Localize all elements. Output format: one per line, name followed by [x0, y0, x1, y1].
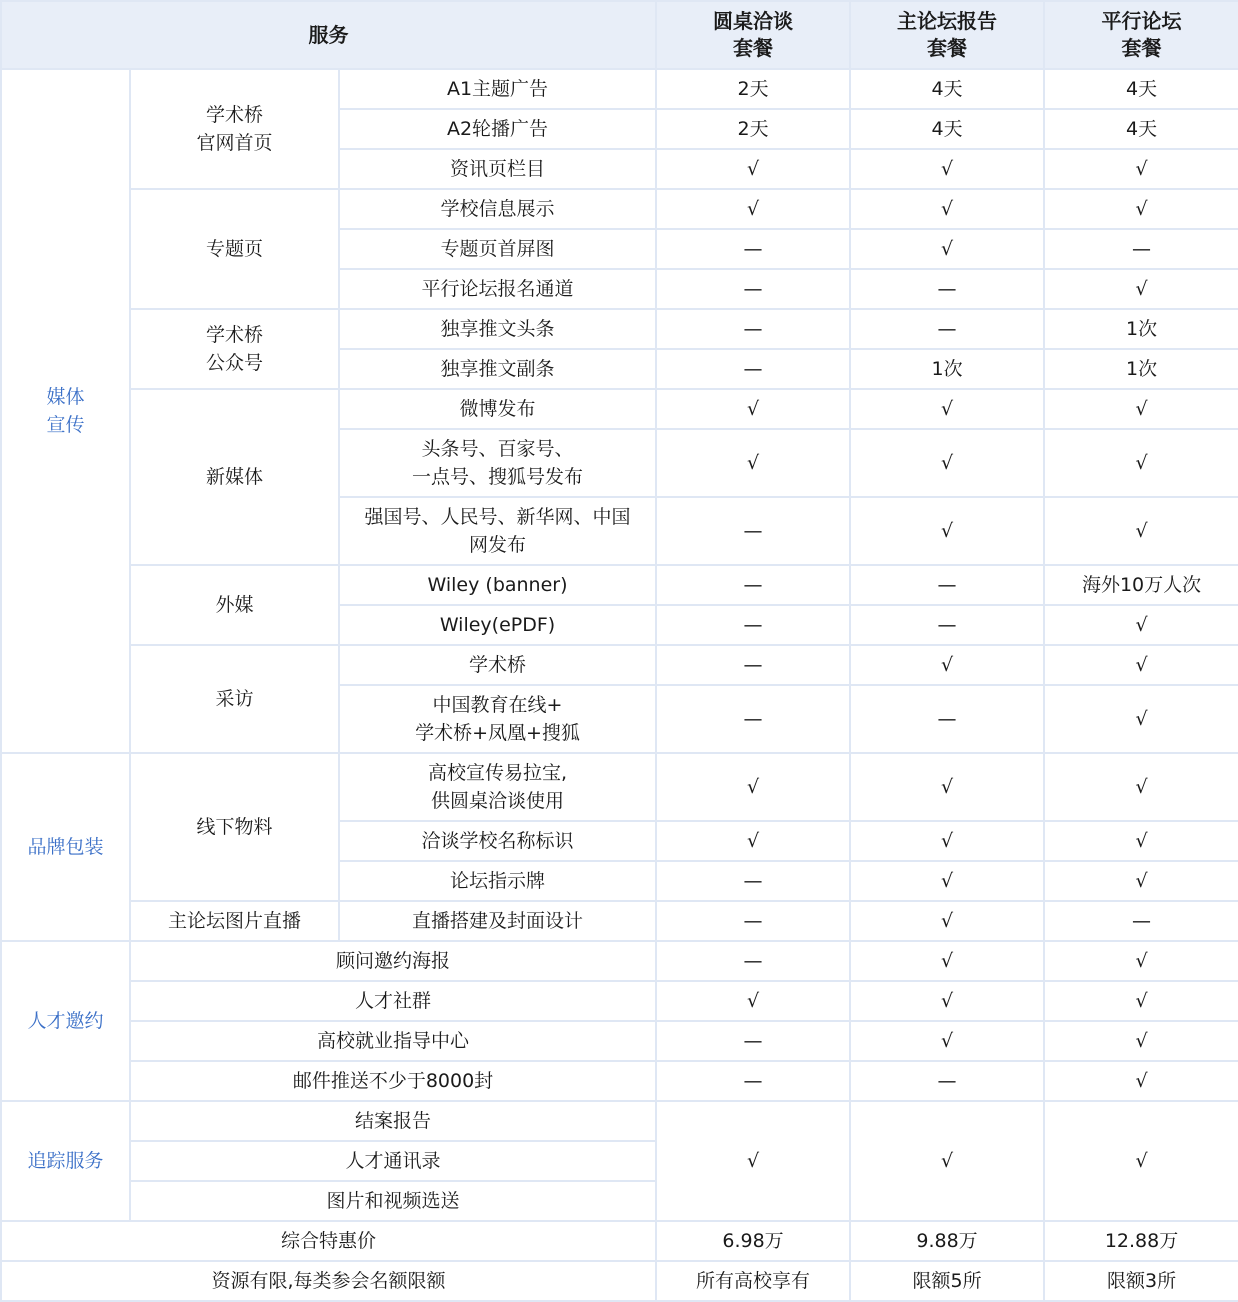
value-cell: √ — [1044, 497, 1238, 565]
group-homepage: 学术桥 官网首页 — [130, 69, 339, 189]
item-cell: 图片和视频选送 — [130, 1181, 656, 1221]
value-cell: — — [656, 349, 850, 389]
value-cell: √ — [850, 149, 1044, 189]
value-cell: — — [656, 1061, 850, 1101]
table-row — [1, 981, 1238, 1021]
header-service: 服务 — [1, 1, 656, 69]
table-row — [1, 389, 1238, 429]
value-cell: √ — [1044, 389, 1238, 429]
value-cell: 4天 — [850, 109, 1044, 149]
price-row — [1, 1221, 1238, 1261]
table-row — [1, 69, 1238, 109]
item-cell: 洽谈学校名称标识 — [339, 821, 656, 861]
table-row — [1, 901, 1238, 941]
value-cell: 1次 — [1044, 309, 1238, 349]
item-cell: Wiley (banner) — [339, 565, 656, 605]
item-cell: 平行论坛报名通道 — [339, 269, 656, 309]
item-cell: 独享推文副条 — [339, 349, 656, 389]
group-offline-materials: 线下物料 — [130, 753, 339, 901]
value-cell: √ — [1044, 605, 1238, 645]
value-cell: — — [656, 309, 850, 349]
value-cell: — — [656, 229, 850, 269]
item-cell: 人才社群 — [130, 981, 656, 1021]
group-new-media: 新媒体 — [130, 389, 339, 565]
item-cell: 专题页首屏图 — [339, 229, 656, 269]
value-cell: 2天 — [656, 69, 850, 109]
value-cell: √ — [1044, 685, 1238, 753]
value-cell: — — [850, 1061, 1044, 1101]
item-cell: 邮件推送不少于8000封 — [130, 1061, 656, 1101]
item-cell: 头条号、百家号、 一点号、搜狐号发布 — [339, 429, 656, 497]
item-cell: 微博发布 — [339, 389, 656, 429]
header-row — [1, 1, 1238, 69]
table-row — [1, 1101, 1238, 1141]
value-cell: √ — [656, 753, 850, 821]
item-cell: A1主题广告 — [339, 69, 656, 109]
item-cell: 资讯页栏目 — [339, 149, 656, 189]
value-cell: — — [656, 901, 850, 941]
item-cell: 强国号、人民号、新华网、中国 网发布 — [339, 497, 656, 565]
item-cell: A2轮播广告 — [339, 109, 656, 149]
value-cell: √ — [1044, 821, 1238, 861]
value-cell: 4天 — [1044, 69, 1238, 109]
value-cell: √ — [1044, 941, 1238, 981]
value-cell: √ — [656, 981, 850, 1021]
value-cell: — — [850, 269, 1044, 309]
table-row — [1, 753, 1238, 821]
quota-value: 所有高校享有 — [656, 1261, 850, 1301]
value-cell: — — [656, 941, 850, 981]
value-cell: √ — [656, 389, 850, 429]
price-value: 6.98万 — [656, 1221, 850, 1261]
value-cell: — — [656, 1021, 850, 1061]
value-cell: √ — [850, 753, 1044, 821]
value-cell: — — [656, 645, 850, 685]
price-value: 9.88万 — [850, 1221, 1044, 1261]
value-cell: — — [656, 605, 850, 645]
value-cell: 4天 — [1044, 109, 1238, 149]
header-package-roundtable: 圆桌洽谈 套餐 — [656, 1, 850, 69]
value-cell: √ — [656, 149, 850, 189]
header-package-parallel-forum: 平行论坛 套餐 — [1044, 1, 1238, 69]
value-cell: √ — [1044, 861, 1238, 901]
value-cell: √ — [1044, 1061, 1238, 1101]
value-cell: √ — [656, 1101, 850, 1221]
value-cell: — — [850, 565, 1044, 605]
item-cell: 中国教育在线+ 学术桥+凤凰+搜狐 — [339, 685, 656, 753]
value-cell: √ — [656, 189, 850, 229]
value-cell: √ — [1044, 189, 1238, 229]
quota-value: 限额5所 — [850, 1261, 1044, 1301]
value-cell: √ — [656, 821, 850, 861]
table-row — [1, 645, 1238, 685]
quota-row — [1, 1261, 1238, 1301]
item-cell: 独享推文头条 — [339, 309, 656, 349]
value-cell: √ — [1044, 1021, 1238, 1061]
value-cell: √ — [850, 229, 1044, 269]
value-cell: — — [850, 685, 1044, 753]
value-cell: — — [656, 861, 850, 901]
category-tracking: 追踪服务 — [1, 1101, 130, 1221]
value-cell: √ — [1044, 645, 1238, 685]
table-row — [1, 309, 1238, 349]
value-cell: √ — [850, 1101, 1044, 1221]
value-cell: √ — [656, 429, 850, 497]
header-package-main-forum: 主论坛报告 套餐 — [850, 1, 1044, 69]
value-cell: √ — [1044, 149, 1238, 189]
table-row — [1, 1021, 1238, 1061]
item-cell: 结案报告 — [130, 1101, 656, 1141]
value-cell: √ — [850, 821, 1044, 861]
table-row — [1, 1061, 1238, 1101]
item-cell: 学术桥 — [339, 645, 656, 685]
group-foreign-media: 外媒 — [130, 565, 339, 645]
group-wechat: 学术桥 公众号 — [130, 309, 339, 389]
value-cell: √ — [850, 1021, 1044, 1061]
quota-value: 限额3所 — [1044, 1261, 1238, 1301]
value-cell: √ — [850, 941, 1044, 981]
item-cell: 高校宣传易拉宝, 供圆桌洽谈使用 — [339, 753, 656, 821]
group-interview: 采访 — [130, 645, 339, 753]
value-cell: — — [1044, 229, 1238, 269]
category-talent: 人才邀约 — [1, 941, 130, 1101]
value-cell: — — [656, 565, 850, 605]
item-cell: 学校信息展示 — [339, 189, 656, 229]
value-cell: √ — [850, 389, 1044, 429]
value-cell: √ — [1044, 269, 1238, 309]
value-cell: 1次 — [850, 349, 1044, 389]
price-value: 12.88万 — [1044, 1221, 1238, 1261]
value-cell: — — [1044, 901, 1238, 941]
group-live-broadcast: 主论坛图片直播 — [130, 901, 339, 941]
category-brand: 品牌包装 — [1, 753, 130, 941]
item-cell: 直播搭建及封面设计 — [339, 901, 656, 941]
value-cell: √ — [1044, 753, 1238, 821]
quota-label: 资源有限,每类参会名额限额 — [1, 1261, 656, 1301]
item-cell: Wiley(ePDF) — [339, 605, 656, 645]
value-cell: — — [656, 685, 850, 753]
value-cell: √ — [850, 429, 1044, 497]
value-cell: 海外10万人次 — [1044, 565, 1238, 605]
value-cell: √ — [850, 981, 1044, 1021]
price-label: 综合特惠价 — [1, 1221, 656, 1261]
item-cell: 高校就业指导中心 — [130, 1021, 656, 1061]
table-row — [1, 941, 1238, 981]
item-cell: 人才通讯录 — [130, 1141, 656, 1181]
item-cell: 顾问邀约海报 — [130, 941, 656, 981]
group-special-page: 专题页 — [130, 189, 339, 309]
value-cell: 1次 — [1044, 349, 1238, 389]
value-cell: √ — [850, 189, 1044, 229]
table-row — [1, 565, 1238, 605]
value-cell: — — [850, 309, 1044, 349]
value-cell: √ — [1044, 981, 1238, 1021]
value-cell: — — [656, 269, 850, 309]
value-cell: — — [656, 497, 850, 565]
value-cell: 4天 — [850, 69, 1044, 109]
value-cell: √ — [850, 901, 1044, 941]
value-cell: √ — [1044, 1101, 1238, 1221]
value-cell: √ — [850, 497, 1044, 565]
value-cell: √ — [1044, 429, 1238, 497]
value-cell: √ — [850, 645, 1044, 685]
value-cell: √ — [850, 861, 1044, 901]
table-row — [1, 189, 1238, 229]
item-cell: 论坛指示牌 — [339, 861, 656, 901]
value-cell: — — [850, 605, 1044, 645]
value-cell: 2天 — [656, 109, 850, 149]
category-media: 媒体 宣传 — [1, 69, 130, 753]
